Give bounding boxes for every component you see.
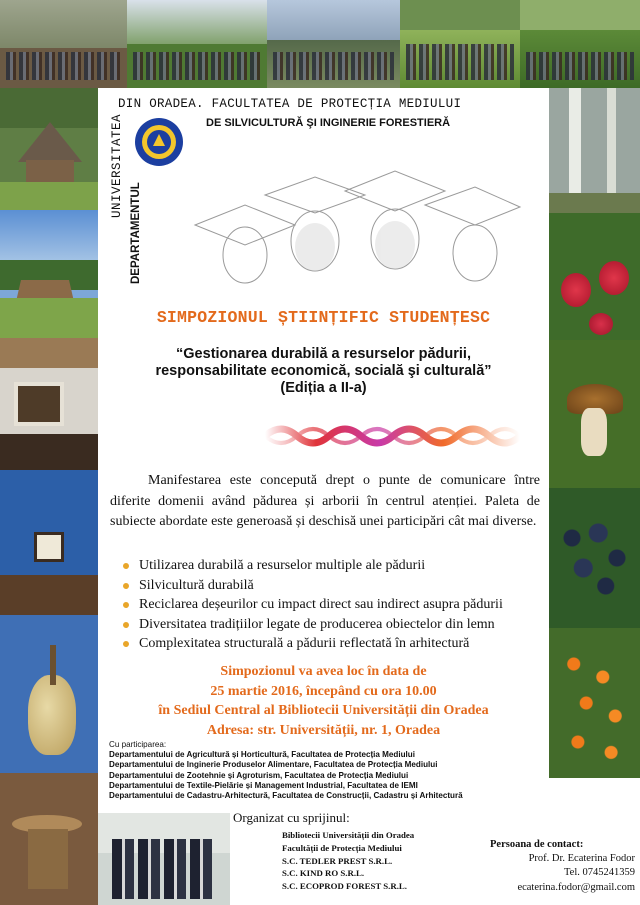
event-venue: în Sediul Central al Bibliotecii Universității din Oradea <box>158 703 489 718</box>
list-item: Departamentului de Zootehnie și Agroturism, Facultatea de Protecția Mediului <box>109 770 409 780</box>
list-item: Silvicultură durabilă <box>120 576 550 596</box>
header-university-line: DIN ORADEA. FACULTATEA DE PROTECȚIA MEDIULUI <box>118 97 462 111</box>
symposium-title: SIMPOZIONUL ȘTIINȚIFIC STUDENȚESC <box>156 308 491 327</box>
graduates-sketch <box>185 155 525 295</box>
sponsors-list <box>282 829 414 893</box>
photo-organizers-group <box>98 813 230 905</box>
participation-section <box>109 740 549 801</box>
photo-blue-room-interior <box>0 470 98 615</box>
list-item: Complexitatea structurală a pădurii reflectată în arhitectură <box>120 634 550 654</box>
list-item: Utilizarea durabilă a resurselor multiple ale pădurii <box>120 556 550 576</box>
photo-tree-trunks <box>549 88 640 213</box>
event-details <box>98 662 549 740</box>
list-item: Bibliotecii Universității din Oradea <box>282 830 415 840</box>
contact-phone: Tel. 0745241359 <box>563 867 635 879</box>
photo-thatched-house <box>0 88 98 210</box>
header-department-line: DE SILVICULTURĂ ŞI INGINERIE FORESTIERĂ <box>206 117 451 129</box>
participation-label: Cu participarea: <box>109 740 167 749</box>
contact-email[interactable]: ecaterina.fodor@gmail.com <box>517 881 635 893</box>
photo-students-forest <box>127 0 267 88</box>
photo-house-facade <box>0 338 98 470</box>
photo-sea-buckthorn <box>549 628 640 778</box>
event-date: 25 martie 2016, începând cu ora 10.00 <box>210 683 437 699</box>
edition-label: (Ediția a II-a) <box>280 380 367 396</box>
list-item: Facultății de Protecția Mediului <box>282 842 402 853</box>
photo-students-field-work <box>400 0 520 88</box>
photo-students-landscape <box>267 0 400 88</box>
list-item: Reciclarea deșeurilor cu impact direct sau indirect asupra pădurii <box>120 595 550 615</box>
photo-students-cave <box>0 0 127 88</box>
contact-title: Persoana de contact: <box>490 839 584 850</box>
theme-line-1: “Gestionarea durabilă a resurselor pădurii, <box>176 346 471 362</box>
list-item: S.C. ECOPROD FOREST S.R.L. <box>282 881 407 892</box>
intro-paragraph: Manifestarea este concepută drept o punte de comunicare între diferite domenii având pădurea și arborii în centrul atenției. Paleta de subiecte abordate este generoasă și deschisă unei participări cât mai diverse. <box>110 473 540 529</box>
photo-wooden-jug <box>0 615 98 773</box>
organized-label: Organizat cu sprijinul: <box>233 810 350 825</box>
photo-wooden-farmhouse <box>0 210 98 338</box>
photo-juniper-berries <box>549 488 640 628</box>
decorative-wave <box>265 418 520 454</box>
department-vertical-label: DEPARTAMENTUL <box>130 182 142 284</box>
list-item: Departamentului de Cadastru-Arhitectură, Facultatea de Construcții, Cadastru și Arhitectură <box>109 791 463 801</box>
photo-raspberries <box>549 213 640 340</box>
list-item: S.C. KIND RO S.R.L. <box>282 868 365 879</box>
contact-name: Prof. Dr. Ecaterina Fodor <box>528 853 635 865</box>
event-date-intro: Simpozionul va avea loc în data de <box>220 664 427 679</box>
list-item: Departamentului de Textile-Pielărie și Management Industrial, Facultatea de IEMI <box>109 780 418 790</box>
contact-block <box>470 838 635 895</box>
symposium-theme <box>98 346 549 397</box>
theme-line-2: responsabilitate economică, socială şi culturală” <box>155 363 492 379</box>
list-item: Departamentului de Inginerie Produselor Alimentare, Facultatea de Protecția Mediului <box>109 760 438 770</box>
university-vertical-label: UNIVERSITATEA <box>110 113 124 218</box>
photo-wooden-stool <box>0 773 98 905</box>
list-item: Departamentului de Agricultură și Horticultură, Facultatea de Protecția Mediului <box>109 750 415 760</box>
photo-students-group <box>520 0 640 88</box>
topics-list <box>120 556 550 654</box>
university-seal-icon <box>134 117 184 167</box>
list-item: S.C. TEDLER PREST S.R.L. <box>282 855 393 866</box>
photo-mushroom <box>549 340 640 488</box>
list-item: Diversitatea tradițiilor legate de producerea obiectelor din lemn <box>120 615 550 635</box>
event-address: Adresa: str. Universității, nr. 1, Oradea <box>206 722 441 738</box>
